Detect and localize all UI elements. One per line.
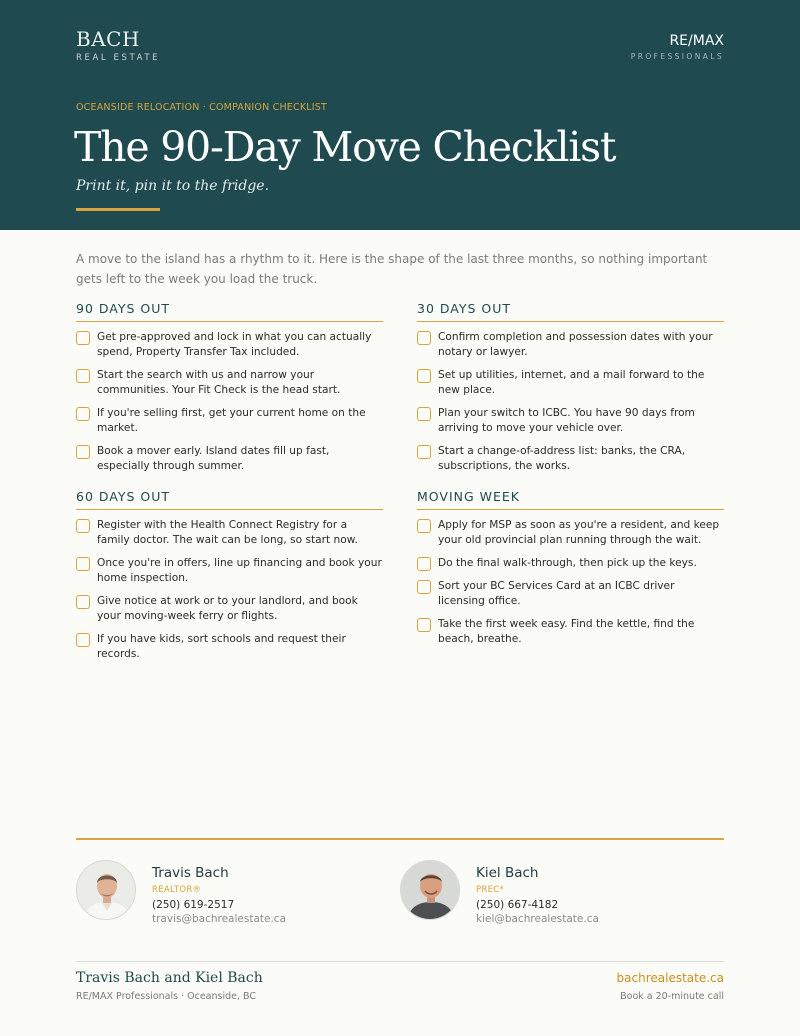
checklist-item-text: Do the final walk-through, then pick up the keys.	[438, 557, 697, 569]
checklist-item	[417, 444, 724, 474]
checklist-item	[76, 594, 383, 624]
checklist-item	[76, 632, 383, 662]
footer-signature	[76, 968, 263, 1002]
checkbox[interactable]	[417, 618, 431, 632]
brand-subtitle: REAL ESTATE	[76, 53, 161, 63]
checklist-item	[76, 368, 383, 398]
kicker: OCEANSIDE RELOCATION · COMPANION CHECKLIST	[76, 102, 327, 113]
section-heading: 60 DAYS OUT	[76, 489, 383, 510]
agent-name: Travis Bach	[152, 865, 229, 881]
agent-role: PREC*	[476, 885, 505, 895]
section-heading: 90 DAYS OUT	[76, 301, 383, 322]
partner-name: RE/MAX	[669, 33, 724, 49]
checklist-item-text: Get pre-approved and lock in what you can actually spend, Property Transfer Tax included.	[97, 331, 372, 358]
agent-phone[interactable]: (250) 667-4182	[476, 899, 559, 911]
checklist-item-text: Register with the Health Connect Registry for a family doctor. The wait can be long, so start now.	[97, 519, 358, 546]
checklist-item	[417, 617, 724, 647]
checklist-item	[417, 368, 724, 398]
checklist-item-text: Give notice at work or to your landlord, and book your moving-week ferry or flights.	[97, 595, 358, 622]
agent-email[interactable]: kiel@bachrealestate.ca	[476, 913, 599, 925]
checkbox[interactable]	[76, 595, 90, 609]
checkbox[interactable]	[76, 407, 90, 421]
checklist-item	[417, 518, 724, 548]
avatar	[76, 860, 136, 920]
checkbox[interactable]	[417, 369, 431, 383]
checkbox[interactable]	[417, 445, 431, 459]
call-to-action: Book a 20-minute call	[620, 991, 724, 1002]
title-underline	[76, 208, 160, 211]
section-heading: MOVING WEEK	[417, 489, 724, 510]
avatar	[400, 860, 460, 920]
checkbox[interactable]	[417, 407, 431, 421]
page-title: The 90-Day Move Checklist	[74, 123, 616, 171]
section-heading: 30 DAYS OUT	[417, 301, 724, 322]
partner-subtitle: PROFESSIONALS	[630, 52, 724, 61]
section-moving-week	[417, 489, 724, 647]
checkbox[interactable]	[417, 331, 431, 345]
checklist-item-text: Apply for MSP as soon as you're a resident, and keep your old provincial plan running through the wait.	[438, 519, 720, 546]
section-30-days-out	[417, 301, 724, 474]
checkbox[interactable]	[76, 369, 90, 383]
remax-logo	[631, 33, 724, 61]
checklist-item-text: If you have kids, sort schools and request their records.	[97, 633, 346, 660]
agent-role: REALTOR®	[152, 885, 202, 895]
agent-email[interactable]: travis@bachrealestate.ca	[152, 913, 286, 925]
section-60-days-out	[76, 489, 383, 662]
footer-names: Travis Bach and Kiel Bach	[76, 970, 263, 986]
footer-location: RE/MAX Professionals · Oceanside, BC	[76, 991, 257, 1002]
checklist-item-text: If you're selling first, get your current home on the market.	[97, 407, 366, 434]
checklist-item	[417, 579, 724, 609]
checklist-item-text: Start a change-of-address list: banks, the CRA, subscriptions, the works.	[438, 445, 686, 472]
checkbox[interactable]	[417, 580, 431, 594]
bach-logo	[76, 28, 160, 63]
hero-banner	[0, 0, 800, 230]
checklist-item-text: Confirm completion and possession dates with your notary or lawyer.	[438, 331, 713, 358]
checklist-item	[76, 556, 383, 586]
checklist-item-text: Start the search with us and narrow your communities. Your Fit Check is the head start.	[97, 369, 341, 396]
brand-name: BACH	[76, 27, 140, 51]
checklist-item-text: Plan your switch to ICBC. You have 90 days from arriving to move your vehicle over.	[438, 407, 695, 434]
checkbox[interactable]	[76, 331, 90, 345]
checklist-item-text: Book a mover early. Island dates fill up fast, especially through summer.	[97, 445, 330, 472]
checklist-item	[76, 330, 383, 360]
checklist-item	[417, 406, 724, 436]
checklist-item-text: Once you're in offers, line up financing and book your home inspection.	[97, 557, 382, 584]
checkbox[interactable]	[76, 519, 90, 533]
checkbox[interactable]	[76, 557, 90, 571]
website-link[interactable]: bachrealestate.ca	[616, 971, 724, 985]
checkbox[interactable]	[76, 445, 90, 459]
checkbox[interactable]	[76, 633, 90, 647]
checklist-item	[76, 444, 383, 474]
footer-contact	[617, 970, 724, 1002]
agent-name: Kiel Bach	[476, 865, 539, 881]
checklist-item-text: Set up utilities, internet, and a mail forward to the new place.	[438, 369, 705, 396]
section-90-days-out	[76, 301, 383, 474]
tagline: Print it, pin it to the fridge.	[76, 178, 270, 194]
intro-paragraph: A move to the island has a rhythm to it. Here is the shape of the last three months, so nothing important gets left to the week you load the truck.	[76, 252, 708, 286]
checklist-item	[76, 406, 383, 436]
footer-rule	[76, 961, 724, 962]
checklist-item	[76, 518, 383, 548]
checklist-item	[417, 330, 724, 360]
checklist-item	[417, 556, 724, 571]
footer-divider	[76, 838, 724, 840]
agent-phone[interactable]: (250) 619-2517	[152, 899, 235, 911]
checklist-item-text: Sort your BC Services Card at an ICBC driver licensing office.	[438, 580, 675, 607]
checklist-item-text: Take the first week easy. Find the kettle, find the beach, breathe.	[438, 618, 695, 645]
checkbox[interactable]	[417, 557, 431, 571]
checkbox[interactable]	[417, 519, 431, 533]
